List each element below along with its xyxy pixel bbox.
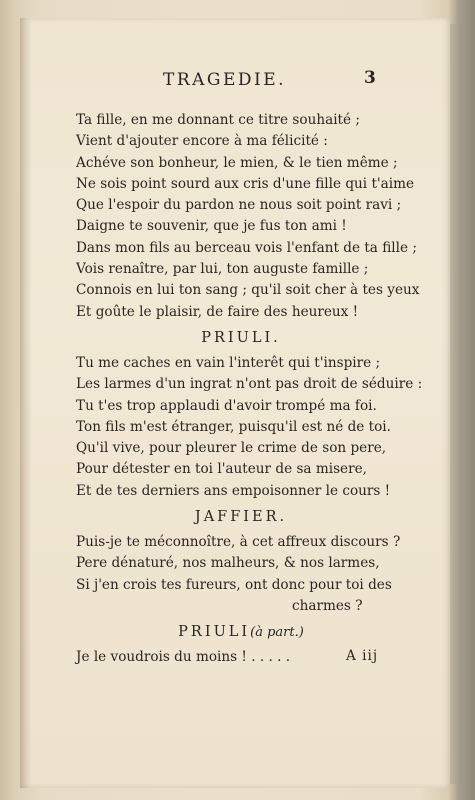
page-number: 3 xyxy=(364,68,376,88)
verse-line: Que l'espoir du pardon ne nous soit point ravi ; xyxy=(76,197,402,214)
verse-line: Si j'en crois tes fureurs, ont donc pour toi des xyxy=(76,576,392,593)
verse-line: Ton fils m'est étranger, puisqu'il est né de toi. xyxy=(76,418,391,435)
verse-line: Vois renaître, par lui, ton auguste famille ; xyxy=(76,261,369,278)
speaker-name: PRIULI xyxy=(178,624,251,641)
signature-mark: A iij xyxy=(346,648,379,664)
verse-line-continuation: charmes ? xyxy=(292,597,363,614)
speaker-heading: JAFFIER. xyxy=(194,509,288,526)
verse-line: Connois en lui ton sang ; qu'il soit cher à tes yeux xyxy=(76,282,420,299)
verse-line: Qu'il vive, pour pleurer le crime de son pere, xyxy=(76,440,387,457)
stage-direction: (à part.) xyxy=(250,625,304,641)
verse-line: Pour détester en toi l'auteur de sa misere, xyxy=(76,461,367,478)
verse-line: Daigne te souvenir, que je fus ton ami ! xyxy=(76,218,347,235)
speaker-heading: PRIULI. xyxy=(201,329,281,346)
verse-line: Tu me caches en vain l'interêt qui t'inspire ; xyxy=(76,354,381,371)
verse-line: Ta fille, en me donnant ce titre souhaité ; xyxy=(76,112,360,128)
verse-line: Tu t'es trop applaudi d'avoir trompé ma foi. xyxy=(76,397,377,414)
speaker-heading xyxy=(76,617,406,647)
book-edge xyxy=(450,24,462,784)
page-gutter-shadow xyxy=(20,18,32,788)
verse-line: Ne sois point sourd aux cris d'une fille qui t'aime xyxy=(76,175,415,192)
verse-line: Vient d'ajouter encore à ma félicité : xyxy=(76,133,328,150)
verse-line: Puis-je te méconnoître, à cet affreux discours ? xyxy=(76,534,401,551)
verse-text xyxy=(76,110,423,669)
verse-line: Et goûte le plaisir, de faire des heureux ! xyxy=(76,303,359,320)
verse-line: Pere dénaturé, nos malheurs, & nos larmes, xyxy=(76,555,380,572)
verse-line: Je le voudrois du moins ! . . . . . xyxy=(76,649,291,666)
verse-line: Les larmes d'un ingrat n'ont pas droit de séduire : xyxy=(76,376,423,393)
verse-line: Et de tes derniers ans empoisonner le cours ! xyxy=(76,482,391,499)
running-title: TRAGEDIE. xyxy=(163,70,287,90)
verse-line: Dans mon fils au berceau vois l'enfant de ta fille ; xyxy=(76,239,417,256)
verse-line: Achéve son bonheur, le mien, & le tien même ; xyxy=(76,154,398,171)
page-header xyxy=(0,70,475,100)
